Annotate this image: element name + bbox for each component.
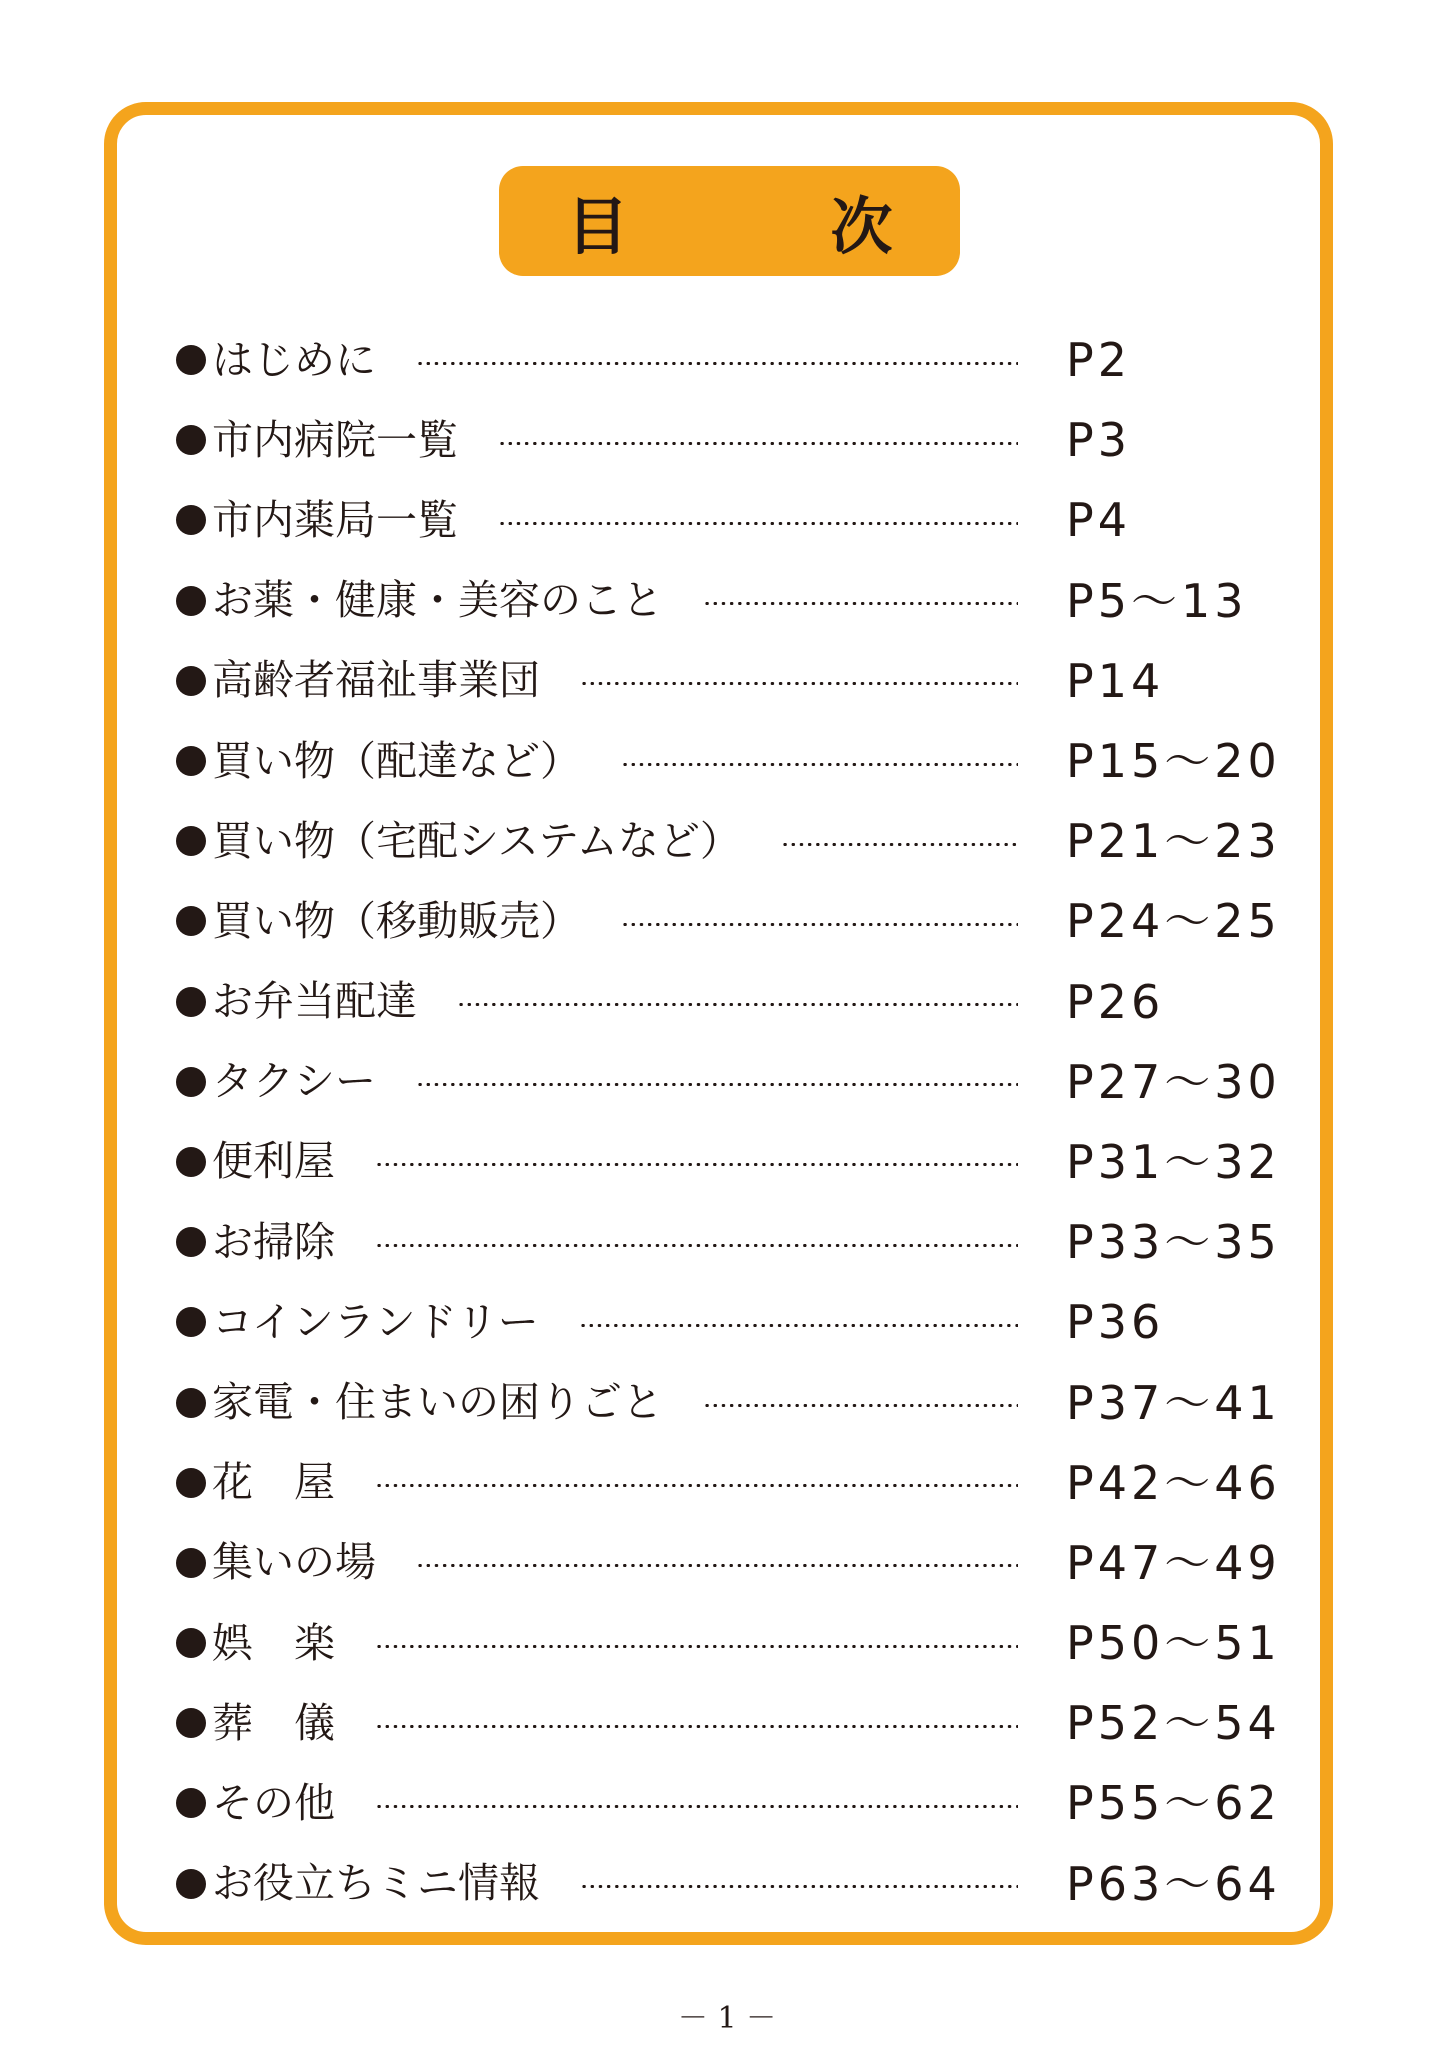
toc-entry[interactable]	[176, 320, 1286, 400]
toc-entry-page: P21～23	[1066, 814, 1281, 869]
bullet-icon	[176, 1788, 206, 1818]
dot-leader	[416, 362, 1018, 365]
toc-entry-label: 買い物（移動販売）	[212, 896, 581, 945]
dot-leader	[375, 1805, 1018, 1808]
toc-entry-page: P3	[1066, 413, 1132, 468]
toc-entry-page: P37～41	[1066, 1375, 1281, 1430]
toc-entry[interactable]	[176, 1362, 1286, 1442]
bullet-icon	[176, 1708, 206, 1738]
toc-entry-label: 娯 楽	[212, 1618, 335, 1667]
toc-entry-label: 市内病院一覧	[212, 415, 458, 464]
toc-entry-page: P31～32	[1066, 1134, 1281, 1189]
dot-leader	[781, 843, 1018, 846]
bullet-icon	[176, 1307, 206, 1337]
toc-entry-label: 葬 儀	[212, 1698, 335, 1747]
bullet-icon	[176, 1628, 206, 1658]
toc-entry[interactable]	[176, 1122, 1286, 1202]
dot-leader	[580, 682, 1018, 685]
toc-entry-label: コインランドリー	[212, 1297, 539, 1346]
dot-leader	[579, 1324, 1018, 1327]
bullet-icon	[176, 505, 206, 535]
toc-entry-label: 買い物（宅配システムなど）	[212, 816, 741, 865]
dot-leader	[621, 763, 1018, 766]
dot-leader	[703, 1404, 1018, 1407]
toc-entry-page: P42～46	[1066, 1455, 1281, 1510]
toc-entry-label: お掃除	[212, 1217, 335, 1266]
bullet-icon	[176, 1869, 206, 1899]
toc-entry[interactable]	[176, 1763, 1286, 1843]
toc-entry-label: 家電・住まいの困りごと	[212, 1378, 663, 1427]
dot-leader	[375, 1725, 1018, 1728]
toc-entry-page: P33～35	[1066, 1215, 1281, 1270]
dot-leader	[375, 1163, 1018, 1166]
toc-entry-label: 市内薬局一覧	[212, 495, 458, 544]
toc-entry-page: P24～25	[1066, 894, 1281, 949]
bullet-icon	[176, 1067, 206, 1097]
bullet-icon	[176, 1468, 206, 1498]
dot-leader	[457, 1003, 1018, 1006]
bullet-icon	[176, 425, 206, 455]
page-number: － 1 －	[677, 2001, 777, 2036]
toc-entry-page: P15～20	[1066, 734, 1281, 789]
toc-entry-label: 集いの場	[212, 1538, 376, 1587]
toc-entry-page: P63～64	[1066, 1856, 1281, 1911]
toc-entry-label: 高齢者福祉事業団	[212, 656, 540, 705]
toc-entry[interactable]	[176, 1844, 1286, 1924]
title-badge	[499, 166, 963, 276]
dot-leader	[498, 442, 1018, 445]
toc-entry-page: P55～62	[1066, 1776, 1281, 1831]
toc-entry[interactable]	[176, 721, 1286, 801]
toc-entry[interactable]	[176, 801, 1286, 881]
toc-entry-page: P5～13	[1066, 573, 1248, 628]
dot-leader	[621, 923, 1018, 926]
bullet-icon	[176, 826, 206, 856]
toc-entry-page: P52～54	[1066, 1696, 1281, 1751]
toc-entry-page: P2	[1066, 333, 1132, 388]
toc-entry[interactable]	[176, 1523, 1286, 1603]
toc-entry-page: P47～49	[1066, 1535, 1281, 1590]
bullet-icon	[176, 1548, 206, 1578]
toc-entry[interactable]	[176, 1042, 1286, 1122]
toc-entry-page: P4	[1066, 493, 1132, 548]
toc-entry-page: P50～51	[1066, 1616, 1281, 1671]
toc-entry-label: はじめに	[212, 335, 376, 384]
toc-entry[interactable]	[176, 1282, 1286, 1362]
toc-entry-page: P14	[1066, 653, 1165, 708]
toc-entry[interactable]	[176, 1443, 1286, 1523]
bullet-icon	[176, 345, 206, 375]
toc-entry[interactable]	[176, 962, 1286, 1042]
bullet-icon	[176, 746, 206, 776]
bullet-icon	[176, 1147, 206, 1177]
toc-entry-page: P27～30	[1066, 1054, 1281, 1109]
page-title: 目 次	[566, 189, 963, 263]
bullet-icon	[176, 586, 206, 616]
toc-entry[interactable]	[176, 1202, 1286, 1282]
toc-entry-label: お弁当配達	[212, 977, 417, 1026]
toc-entry[interactable]	[176, 1603, 1286, 1683]
toc-entry[interactable]	[176, 1683, 1286, 1763]
toc-entry[interactable]	[176, 641, 1286, 721]
dot-leader	[580, 1885, 1018, 1888]
toc-entry-label: 花 屋	[212, 1458, 335, 1507]
dot-leader	[498, 522, 1018, 525]
toc-entry[interactable]	[176, 480, 1286, 560]
toc-entry[interactable]	[176, 881, 1286, 961]
toc-entry-label: 便利屋	[212, 1137, 335, 1186]
dot-leader	[416, 1083, 1018, 1086]
dot-leader	[416, 1564, 1018, 1567]
bullet-icon	[176, 1227, 206, 1257]
dot-leader	[375, 1244, 1018, 1247]
bullet-icon	[176, 987, 206, 1017]
dot-leader	[375, 1645, 1018, 1648]
toc-entry[interactable]	[176, 400, 1286, 480]
bullet-icon	[176, 1388, 206, 1418]
toc-entry[interactable]	[176, 561, 1286, 641]
toc-entry-label: お薬・健康・美容のこと	[212, 576, 663, 625]
dot-leader	[375, 1484, 1018, 1487]
toc-entry-label: お役立ちミニ情報	[212, 1859, 540, 1908]
table-of-contents	[176, 320, 1286, 1924]
dot-leader	[703, 602, 1018, 605]
toc-entry-label: その他	[212, 1778, 335, 1827]
bullet-icon	[176, 666, 206, 696]
toc-entry-page: P26	[1066, 974, 1165, 1029]
toc-entry-label: タクシー	[212, 1057, 376, 1106]
bullet-icon	[176, 906, 206, 936]
toc-entry-label: 買い物（配達など）	[212, 736, 581, 785]
toc-entry-page: P36	[1066, 1295, 1165, 1350]
